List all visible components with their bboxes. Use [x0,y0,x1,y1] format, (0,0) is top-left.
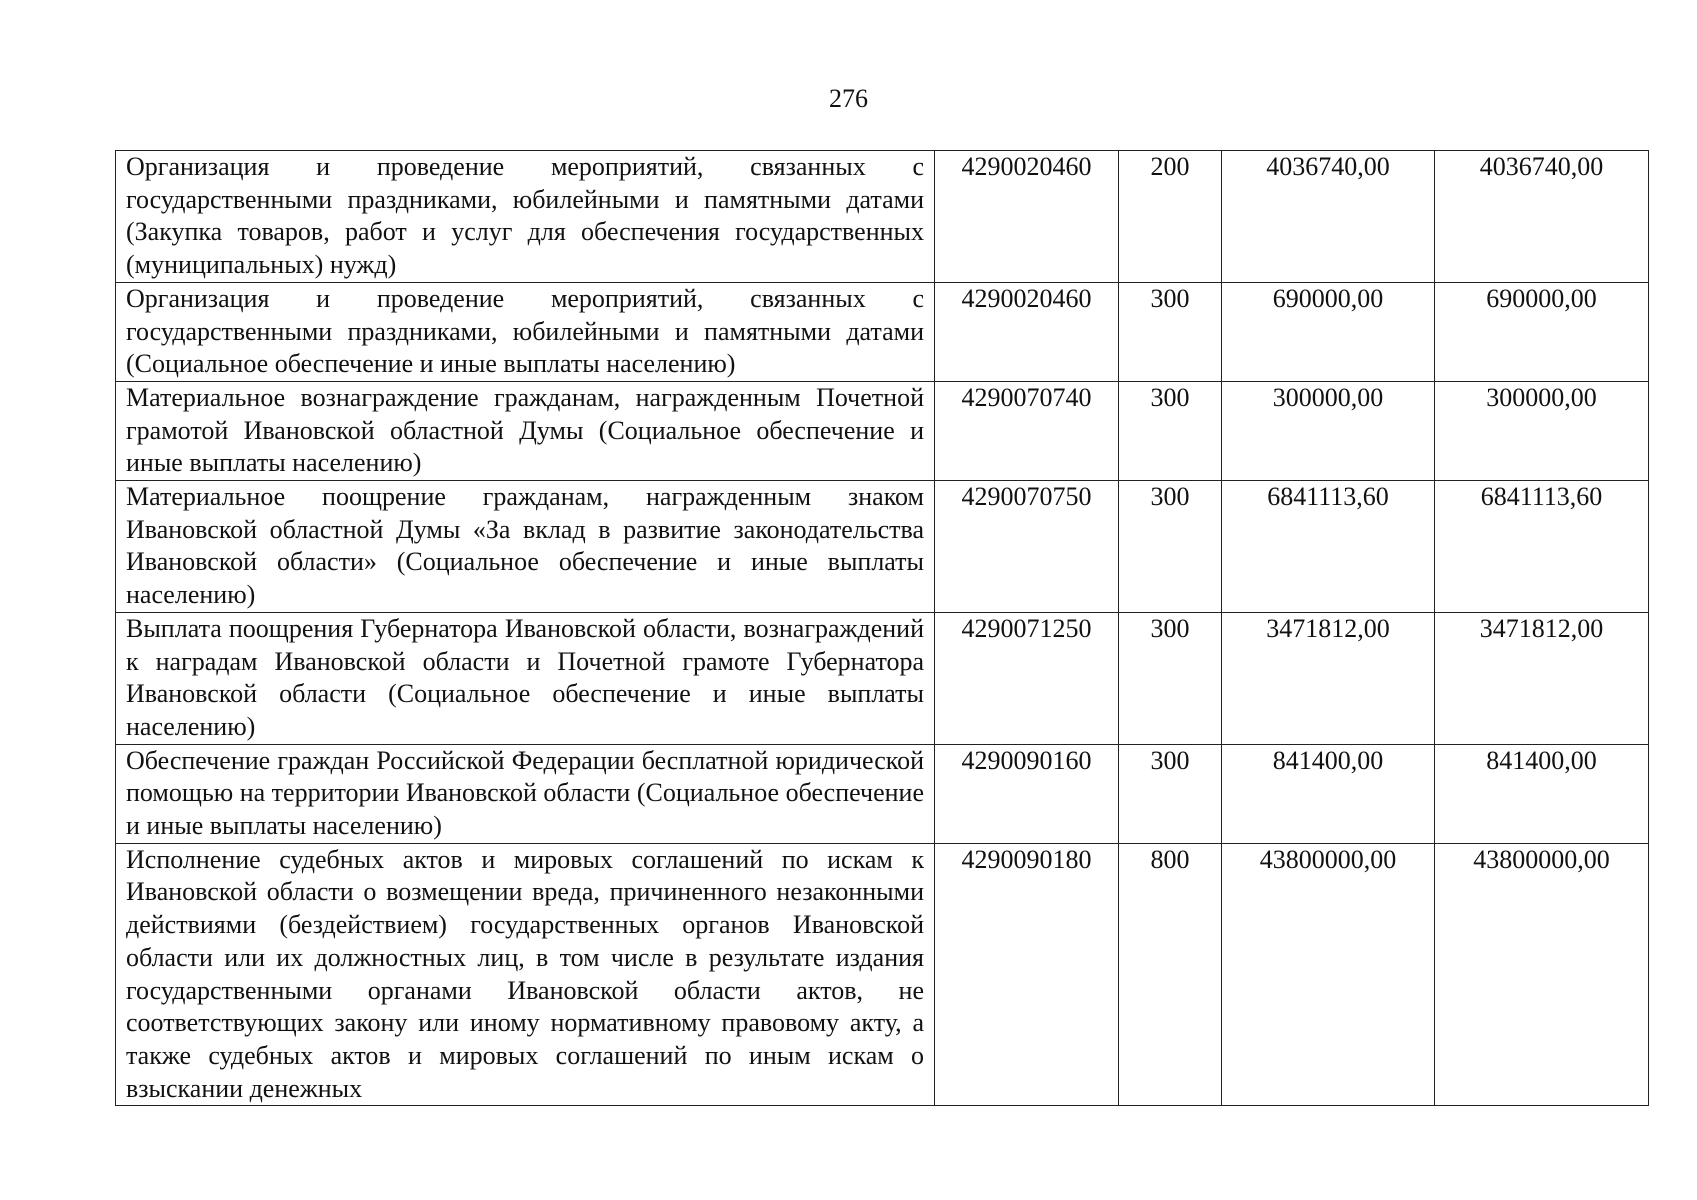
row-description: Обеспечение граждан Российской Федерации бесплатной юридической помощью на территории Ивановской области (Социальное обеспечение и иные выплаты населению) [116,744,935,843]
row-description: Материальное поощрение гражданам, награжденным знаком Ивановской областной Думы «За вклад в развитие законодательства Ивановской области» (Социальное обеспечение и иные выплаты населению) [116,481,935,613]
table-row [116,282,1649,381]
table-row [116,843,1649,1106]
row-description: Выплата поощрения Губернатора Ивановской области, вознаграждений к наградам Ивановской области и Почетной грамоте Губернатора Ивановской области (Социальное обеспечение и иные выплаты населению) [116,612,935,744]
budget-table [115,150,1649,1106]
amount-year-2: 300000,00 [1435,381,1649,480]
amount-year-2: 841400,00 [1435,744,1649,843]
target-article-code: 4290071250 [935,612,1119,744]
row-description: Материальное вознаграждение гражданам, награжденным Почетной грамотой Ивановской областной Думы (Социальное обеспечение и иные выплаты населению) [116,381,935,480]
table-row [116,381,1649,480]
target-article-code: 4290090160 [935,744,1119,843]
target-article-code: 4290020460 [935,282,1119,381]
target-article-code: 4290070740 [935,381,1119,480]
amount-year-2: 43800000,00 [1435,843,1649,1106]
target-article-code: 4290070750 [935,481,1119,613]
expense-type-code: 300 [1119,282,1222,381]
amount-year-1: 3471812,00 [1222,612,1435,744]
row-description: Организация и проведение мероприятий, связанных с государственными праздниками, юбилейными и памятными датами (Социальное обеспечение и иные выплаты населению) [116,282,935,381]
target-article-code: 4290020460 [935,151,1119,283]
amount-year-1: 6841113,60 [1222,481,1435,613]
target-article-code: 4290090180 [935,843,1119,1106]
amount-year-2: 3471812,00 [1435,612,1649,744]
expense-type-code: 300 [1119,381,1222,480]
row-description: Исполнение судебных актов и мировых соглашений по искам к Ивановской области о возмещении вреда, причиненного незаконными действиями (бездействием) государственных органов Ивановской области или их должностных лиц, в том числе в результате издания государственными органами Ивановской области актов, не соответствующих закону или иному нормативному правовому акту, а также судебных актов и мировых соглашений по иным искам о взыскании денежных [126,844,924,1103]
amount-year-1: 43800000,00 [1222,843,1435,1106]
amount-year-1: 841400,00 [1222,744,1435,843]
amount-year-2: 6841113,60 [1435,481,1649,613]
amount-year-1: 690000,00 [1222,282,1435,381]
table-row [116,151,1649,283]
expense-type-code: 300 [1119,744,1222,843]
amount-year-2: 690000,00 [1435,282,1649,381]
expense-type-code: 200 [1119,151,1222,283]
table-row [116,612,1649,744]
amount-year-2: 4036740,00 [1435,151,1649,283]
row-description-cell [116,843,935,1106]
page-number: 276 [829,84,868,113]
expense-type-code: 300 [1119,612,1222,744]
row-description: Организация и проведение мероприятий, связанных с государственными праздниками, юбилейными и памятными датами (Закупка товаров, работ и услуг для обеспечения государственных (муниципальных) нужд) [116,151,935,283]
expense-type-code: 800 [1119,843,1222,1106]
table-row [116,744,1649,843]
amount-year-1: 300000,00 [1222,381,1435,480]
amount-year-1: 4036740,00 [1222,151,1435,283]
table-row [116,481,1649,613]
expense-type-code: 300 [1119,481,1222,613]
